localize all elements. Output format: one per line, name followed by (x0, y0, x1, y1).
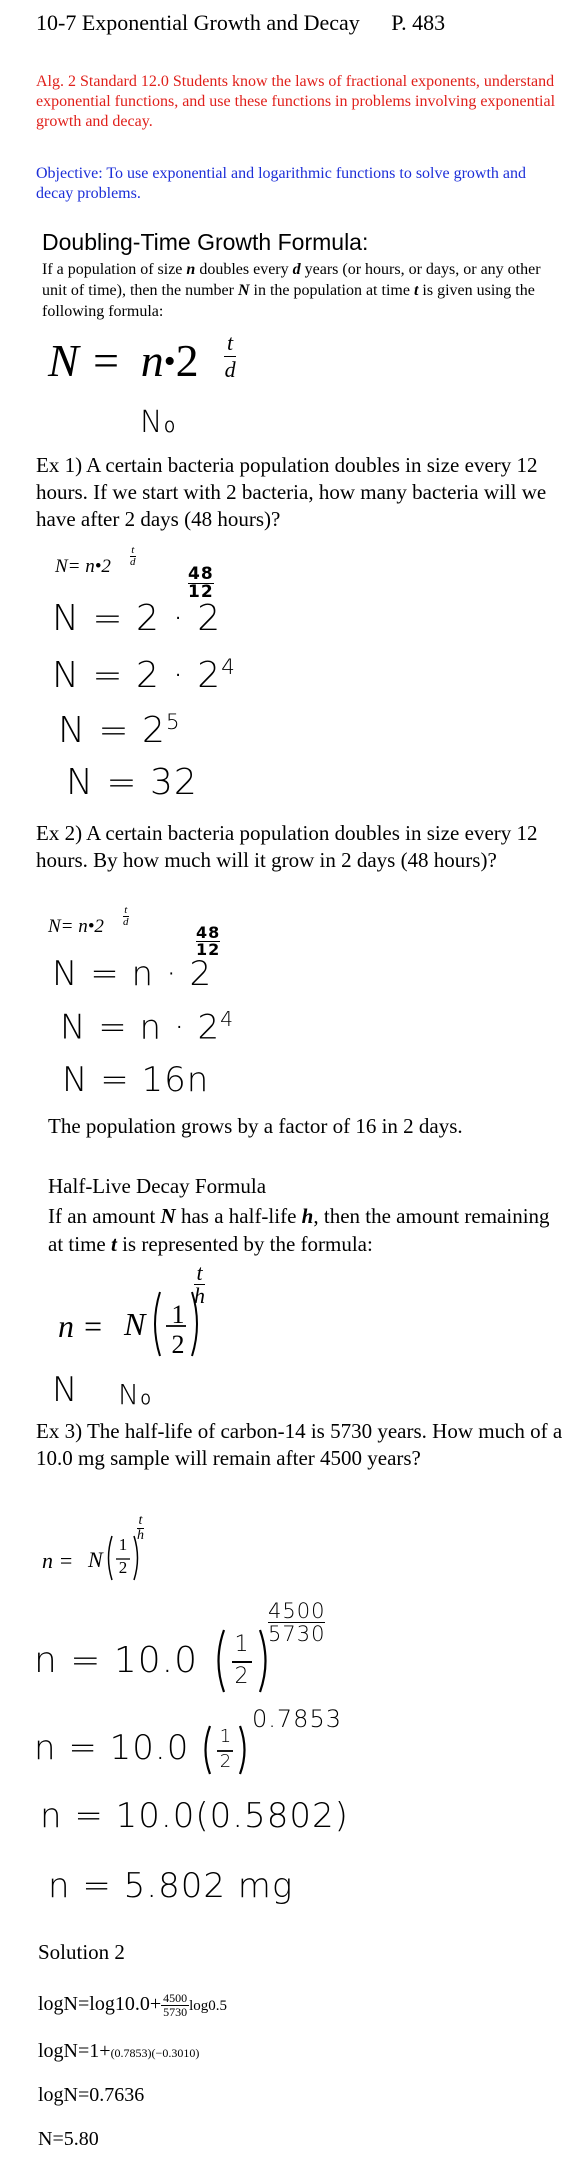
ex1-text: Ex 1) A certain bacteria population doubles in size every 12 hours. If we start with 2 bacteria, how many bacteria will we have after 2 days (48 hours)? (36, 453, 547, 531)
left-paren (219, 1630, 225, 1692)
ex3-text: Ex 3) The half-life of carbon-14 is 5730 years. How much of a 10.0 mg sample will remain after 4500 years? (36, 1419, 563, 1470)
exp-num: t (124, 904, 128, 916)
var-h: h (301, 1204, 314, 1228)
formula-lhs: N = (48, 335, 122, 386)
ex3-step2-half-num: 1 (219, 1726, 233, 1747)
exp-num: 48 (188, 564, 214, 584)
ex2-step3: N = 16n (62, 1060, 210, 1100)
doubling-formula (48, 334, 199, 387)
ex2-text: Ex 2) A certain bacteria population doubles in size every 12 hours. By how much will it grow in 2 days (48 hours)? (36, 821, 538, 872)
ex3-step1-lhs: n = 10.0 (34, 1640, 199, 1681)
lesson-title: 10-7 Exponential Growth and Decay (36, 10, 360, 35)
solution2-line1 (38, 1992, 227, 2019)
exp-num: t (138, 1513, 143, 1528)
ex2-step2 (60, 1007, 234, 1047)
ex3-step2-half-den: 2 (219, 1751, 233, 1772)
ex2-small-formula (48, 916, 104, 938)
line1-part: logN=log10.0+ (38, 1993, 162, 2016)
exp-num: 4500 (268, 1599, 326, 1623)
desc-part: is given using the following formula: (42, 282, 535, 320)
page-number: P. 483 (391, 10, 446, 35)
left-paren (109, 1536, 113, 1580)
desc-part: If a population of size (42, 261, 187, 278)
var-t: t (110, 1232, 117, 1256)
desc-part: doubles every (195, 261, 293, 278)
exp-num: 48 (196, 923, 221, 942)
frac-num: 4500 (163, 1991, 188, 2005)
ex3-step3: n = 10.0(0.5802) (40, 1796, 349, 1836)
ex2-step1: N = n · 2 (52, 954, 213, 994)
ex1-step1-exponent (188, 566, 214, 601)
exp-num: t (131, 544, 135, 556)
right-paren (260, 1630, 266, 1692)
step-text: N = 2 · 2 (52, 655, 222, 696)
ex1-step3 (58, 710, 181, 751)
halflife-exponent (194, 1262, 205, 1307)
solution2-line3: logN=0.7636 (38, 2084, 145, 2106)
ex1-small-formula (55, 556, 111, 578)
ex3-small-lhs: n = (42, 1548, 74, 1573)
halflife-half-den: 2 (171, 1330, 185, 1359)
halflife-note-N0: N₀ (118, 1378, 153, 1411)
var-n: n (186, 261, 196, 278)
formula-n: n (140, 335, 164, 386)
exp-den: d (130, 556, 136, 568)
exp-den: 5730 (268, 1622, 326, 1646)
ex2-conclusion: The population grows by a factor of 16 in 2 days. (48, 1114, 463, 1138)
formula-base: 2 (175, 335, 199, 386)
ex3-step4: n = 5.802 mg (48, 1866, 294, 1906)
line2-part: logN=1+ (38, 2040, 111, 2062)
ex1-small-exponent (130, 545, 136, 568)
exp-den: h (194, 1283, 205, 1308)
var-N: N (237, 282, 250, 299)
solution2-line2 (38, 2040, 199, 2063)
desc-part: , then the amount remaining at time (48, 1204, 550, 1256)
ex2-step1-exponent (196, 925, 220, 958)
right-paren (240, 1726, 245, 1774)
halflife-description (48, 1202, 558, 1258)
desc-part: years (or hours, or days, or any other unit of time), then the number (42, 261, 541, 299)
step-exp: 4 (221, 655, 236, 680)
line1-part: log0.5 (189, 1998, 228, 2015)
doubling-note: N₀ (140, 405, 177, 440)
solution2-heading: Solution 2 (38, 1940, 125, 1964)
objective-text: Objective: To use exponential and logarithmic functions to solve growth and decay problems. (36, 165, 527, 202)
var-N: N (160, 1204, 176, 1228)
formula-dot: • (163, 343, 176, 380)
exp-den: 12 (188, 582, 214, 602)
exp-den: d (224, 357, 236, 382)
frac-den: 5730 (163, 2005, 188, 2019)
doubling-description (42, 259, 567, 322)
var-d: d (292, 261, 301, 278)
halflife-half-num: 1 (171, 1300, 185, 1329)
ex1-step1: N = 2 · 2 (52, 598, 222, 639)
ex3-step2-lhs: n = 10.0 (34, 1728, 190, 1768)
left-paren (155, 1292, 160, 1356)
desc-part: If an amount (48, 1204, 161, 1228)
halflife-formula-lhs: n = (58, 1308, 104, 1344)
line1-fraction (161, 1992, 189, 2019)
halflife-heading: Half-Live Decay Formula (48, 1174, 267, 1198)
exp-den: d (123, 916, 129, 928)
ex3-step1-half-num: 1 (234, 1632, 250, 1657)
desc-part: in the population at time (249, 282, 414, 299)
halflife-half-group (148, 1288, 228, 1360)
doubling-exponent (224, 330, 236, 383)
line2-part: (0.7853)(−0.3010) (110, 2046, 200, 2060)
desc-part: has a half-life (175, 1204, 302, 1228)
step-exp: 4 (220, 1007, 235, 1031)
ex3-step1-exponent (268, 1600, 325, 1645)
exp-den: h (137, 1528, 144, 1543)
small-formula: N= n•2 (48, 916, 104, 937)
exp-num: t (194, 1262, 205, 1285)
ex2-small-exponent (123, 905, 129, 928)
var-t: t (413, 282, 419, 299)
halflife-note-N: N (52, 1370, 79, 1410)
ex3-small-N: N (88, 1547, 103, 1572)
doubling-heading: Doubling-Time Growth Formula: (42, 229, 369, 255)
ex3-small-half-den: 2 (118, 1558, 128, 1577)
step-text: N = n · 2 (60, 1007, 221, 1048)
step-text: N = 2 (58, 710, 166, 751)
page-title (36, 10, 445, 36)
ex3-small-exponent (137, 1514, 144, 1543)
standard-text: Alg. 2 Standard 12.0 Students know the laws of fractional exponents, understand exponential functions, and use these functions in problems involving exponential growth and decay. (36, 73, 556, 130)
solution2-line4: N=5.80 (38, 2128, 99, 2150)
halflife-formula-N: N (124, 1306, 146, 1342)
left-paren (206, 1726, 211, 1774)
ex1-step2 (52, 655, 236, 696)
step-exp: 5 (165, 710, 181, 735)
ex3-step1-half-den: 2 (234, 1664, 250, 1689)
ex3-small-half-num: 1 (118, 1535, 128, 1554)
ex1-step4: N = 32 (66, 762, 198, 803)
exp-den: 12 (196, 940, 221, 959)
desc-part: is represented by the formula: (116, 1232, 373, 1256)
ex3-step2-exponent: 0.7853 (252, 1705, 342, 1733)
exp-num: t (224, 330, 236, 357)
small-formula: N= n•2 (55, 556, 111, 577)
